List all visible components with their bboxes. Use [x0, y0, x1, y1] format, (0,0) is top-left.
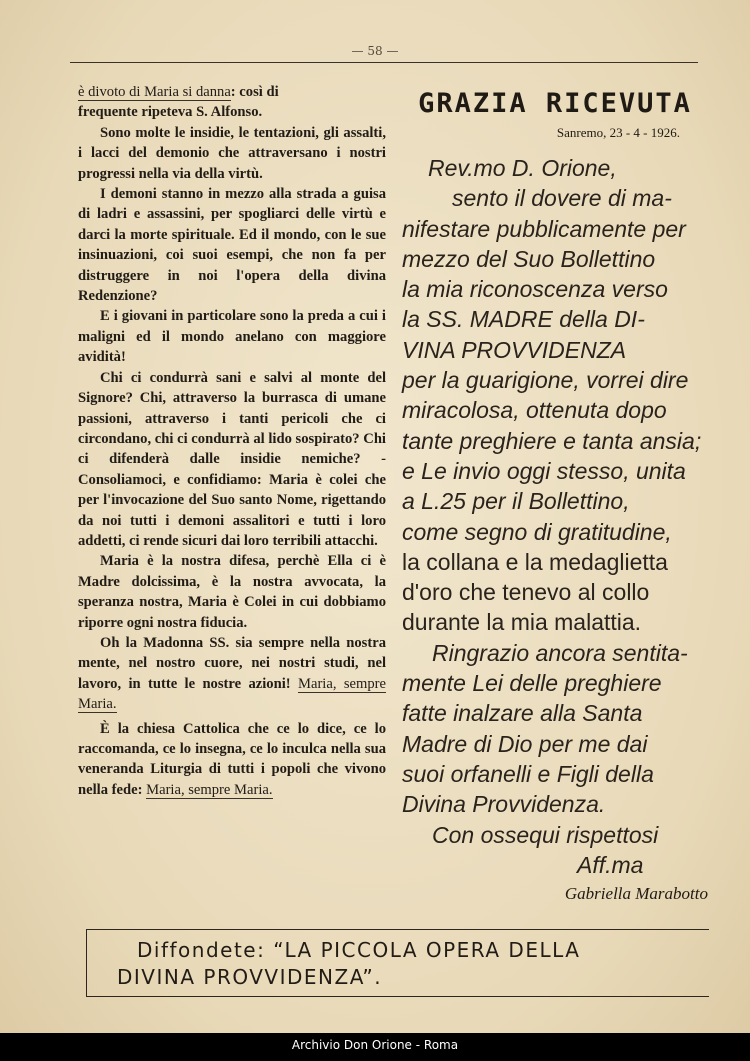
letter-line: Ringrazio ancora sentita- [432, 639, 688, 666]
signature: Gabriella Marabotto [564, 884, 708, 904]
letter-line: Madre di Dio per me dai [402, 730, 648, 757]
right-column [402, 82, 708, 904]
letter-line: la collana e la medaglietta [402, 548, 668, 575]
letter-line: fatte inalzare alla Santa [402, 700, 643, 727]
paragraph-0 [78, 82, 386, 102]
letter-line: la mia riconoscenza verso [402, 276, 668, 303]
letter-line: d'oro che tenevo al collo [402, 579, 650, 606]
text-fragment: Oh la Madonna SS. sia sempre nella nostra mente, nel nostro cuore, nei nostri studi, nel lavoro, in tutte le nostre azioni! [78, 634, 386, 692]
letter-line: VINA PROVVIDENZA [402, 336, 627, 363]
letter-body [402, 153, 708, 880]
letter-line: nifestare pubblicamente per [402, 215, 686, 242]
paragraph-5: Maria è la nostra difesa, perchè Ella ci è Madre dolcissima, è la nostra avvocata, la speranza nostra, Maria è Colei in cui dobbiamo riporre ogni nostra fiducia. [78, 553, 386, 631]
underlined-motto: Maria, sempre Maria. [146, 781, 273, 798]
letter-line: e Le invio oggi stesso, unita [402, 457, 686, 484]
paragraph-4: Chi ci condurrà sani e salvi al monte del Signore? Chi, attraverso la burrasca di umane passioni, attraverso i tanti pericoli che ci circondano, chi ci condurrà al lido sospirato? Chi ci difenderà dalle insidie nemiche? - Consoliamoci, e confidiamo: Maria è colei che per l'invocazione del Suo santo Nome, rigettando da noi tutti i demoni assalitori e tutti i loro addetti, ci rende sicuri dai loro terribili attacchi. [78, 369, 386, 549]
page-number: — 58 — [351, 44, 399, 58]
underlined-quote: è divoto di Maria si danna [78, 84, 231, 100]
paragraph-7 [78, 719, 386, 801]
letter-closing: Con ossequi rispettosi [432, 821, 659, 848]
paragraph-0-cont: frequente ripeteva S. Alfonso. [78, 104, 263, 121]
letter-line: mente Lei delle preghiere [402, 670, 662, 697]
section-heading: GRAZIA RICEVUTA [418, 88, 692, 119]
letter-line: a L.25 per il Bollettino, [402, 488, 630, 515]
paragraph-3: E i giovani in particolare sono la preda a cui i maligni ed il mondo anelano con maggiore avidità! [78, 308, 386, 366]
archive-footer [0, 1033, 750, 1061]
letter-greeting: Rev.mo D. Orione, [428, 155, 617, 181]
letter-line: miracolosa, ottenuta dopo [402, 397, 667, 424]
underlined-motto: Maria, sempre Maria. [78, 675, 386, 713]
letter-line: sento il dovere di ma- [452, 185, 672, 212]
advert-line-1: Diffondete: “LA PICCOLA OPERA DELLA [137, 938, 581, 962]
paragraph-6 [78, 633, 386, 715]
letter-line: Divina Provvidenza. [402, 791, 606, 818]
letter-line: mezzo del Suo Bollettino [402, 245, 656, 272]
advert-box [86, 929, 709, 997]
letter-line: come segno di gratitudine, [402, 518, 672, 545]
letter-date: Sanremo, 23 - 4 - 1926. [556, 125, 680, 140]
letter-line: per la guarigione, vorrei dire [402, 367, 689, 394]
text-fragment: È la chiesa Cattolica che ce lo dice, ce lo raccomanda, ce lo insegna, ce lo inculca nella sua veneranda Liturgia di tutti i popoli che vivono nella fede: [78, 720, 386, 798]
advert-line-2: DIVINA PROVVIDENZA”. [117, 965, 383, 989]
left-column [78, 82, 386, 800]
letter-line: la SS. MADRE della DI- [402, 306, 645, 333]
paragraph-1: Sono molte le insidie, le tentazioni, gli assalti, i lacci del demonio che attraversano i nostri progressi nella via della virtù. [78, 124, 386, 182]
letter-line: tante preghiere e tanta ansia; [402, 427, 702, 454]
paragraph-2: I demoni stanno in mezzo alla strada a guisa di ladri e assassini, per spogliarci delle virtù e darci la morte spirituale. Ed il mondo, con le sue insinuazioni, coi suoi esempi, che non fa per distruggere in noi l'opera della divina Redenzione? [78, 186, 386, 305]
header-rule [70, 62, 698, 63]
letter-line: durante la mia malattia. [402, 609, 642, 636]
letter-line: suoi orfanelli e Figli della [402, 760, 654, 787]
text-fragment: : così di [230, 84, 279, 100]
footer-text: Archivio Don Orione - Roma [291, 1038, 459, 1052]
letter-closing-affma: Aff.ma [577, 851, 644, 878]
